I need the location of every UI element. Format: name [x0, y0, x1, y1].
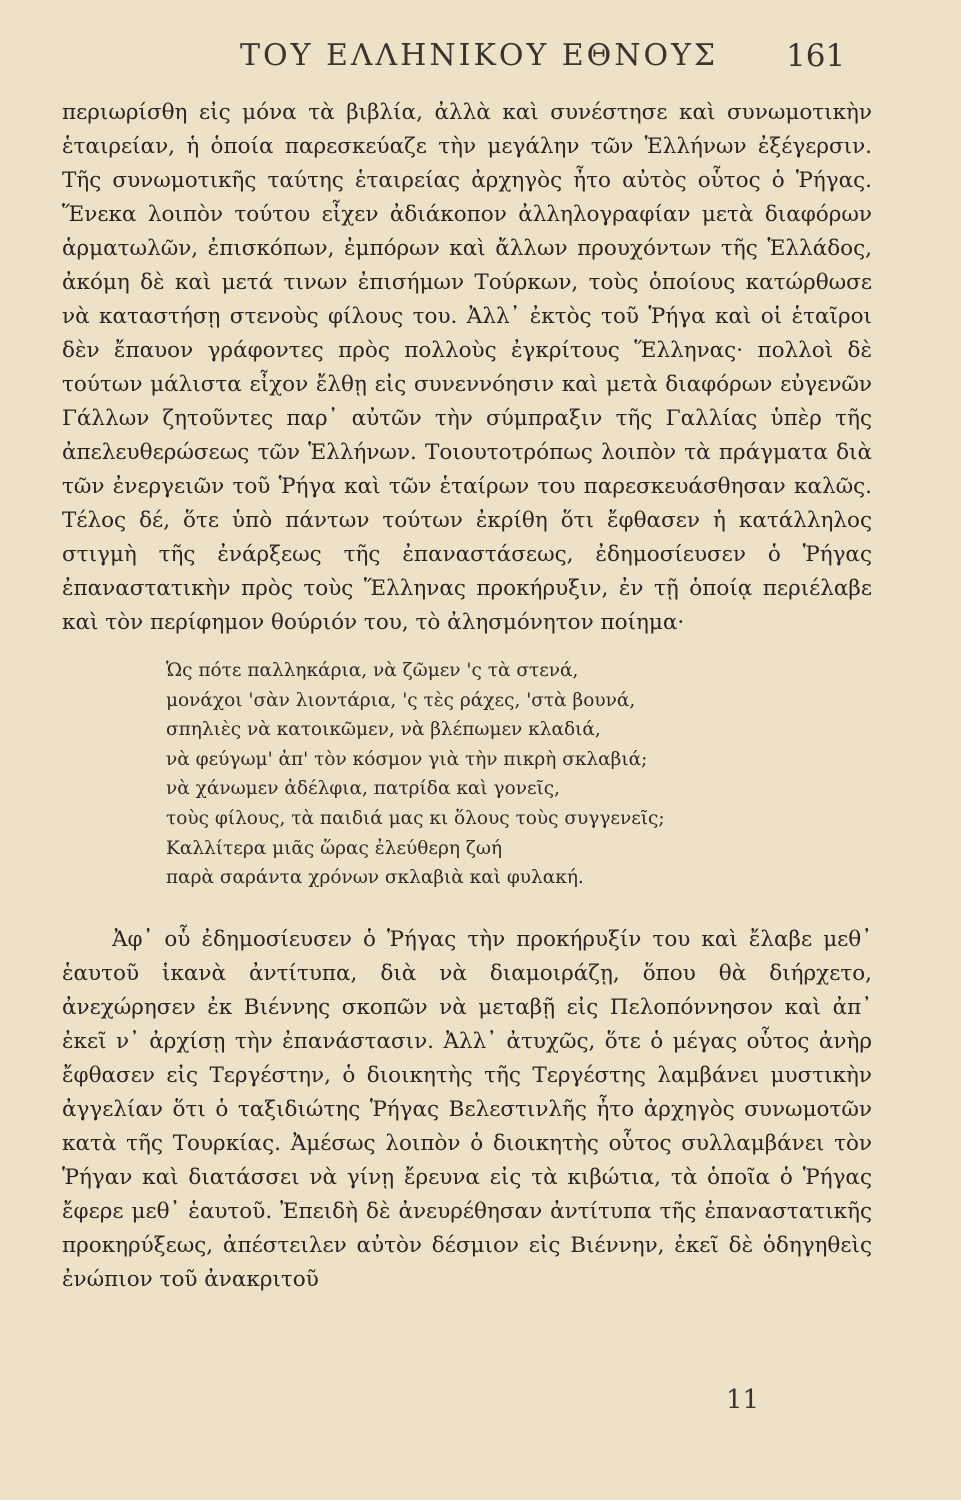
- poem-line: Ὡς πότε παλληκάρια, νὰ ζῶμεν 'ς τὰ στενά,: [166, 660, 579, 681]
- paragraph-1: περιωρίσθη εἰς μόνα τὰ βιβλία, ἀλλὰ καὶ συνέστησε καὶ συνωμοτικὴν ἑταιρείαν, ἡ ὁποία παρεσκεύαζε τὴν μεγάλην τῶν Ἑλλήνων ἐξέγερσιν. Τῆς συνωμοτικῆς ταύτης ἑταιρείας ἀρχηγὸς ἦτο αὐτὸς οὗτος ὁ Ῥήγας. Ἕνεκα λοιπὸν τούτου εἶχεν ἀδιάκοπον ἀλληλογραφίαν μετὰ διαφόρων ἁρματωλῶν, ἐπισκόπων, ἐμπόρων καὶ ἄλλων προυχόντων τῆς Ἑλλάδος, ἀκόμη δὲ καὶ μετά τινων ἐπισήμων Τούρκων, τοὺς ὁποίους κατώρθωσε νὰ καταστήσῃ στενοὺς φίλους του. Ἀλλ᾽ ἐκτὸς τοῦ Ῥήγα καὶ οἱ ἑταῖροι δὲν ἔπαυον γράφοντες πρὸς πολλοὺς ἐγκρίτους Ἕλληνας· πολλοὶ δὲ τούτων μάλιστα εἶχον ἔλθῃ εἰς συνεννόησιν καὶ μετὰ διαφόρων εὐγενῶν Γάλλων ζητοῦντες παρ᾽ αὐτῶν τὴν σύμπραξιν τῆς Γαλλίας ὑπὲρ τῆς ἀπελευθερώσεως τῶν Ἑλλήνων. Τοιουτοτρόπως λοιπὸν τὰ πράγματα διὰ τῶν ἐνεργειῶν τοῦ Ῥήγα καὶ τῶν ἑταίρων του παρεσκευάσθησαν καλῶς. Τέλος δέ, ὅτε ὑπὸ πάντων τούτων ἐκρίθη ὅτι ἔφθασεν ἡ κατάλληλος στιγμὴ τῆς ἐνάρξεως τῆς ἐπαναστάσεως, ἐδημοσίευσεν ὁ Ῥήγας ἐπαναστατικὴν πρὸς τοὺς Ἕλληνας προκήρυξιν, ἐν τῇ ὁποίᾳ περιέλαβε καὶ τὸν περίφημον θούριόν του, τὸ ἀλησμόνητον ποίημα·: [62, 100, 872, 635]
- poem-line: Καλλίτερα μιᾶς ὥρας ἐλεύθερη ζωή: [166, 837, 503, 859]
- paragraph-2: Ἀφ᾽ οὗ ἐδημοσίευσεν ὁ Ῥήγας τὴν προκήρυξίν του καὶ ἔλαβε μεθ᾽ ἑαυτοῦ ἱκανὰ ἀντίτυπα, διὰ νὰ διαμοιράζῃ, ὅπου θὰ διήρχετο, ἀνεχώρησεν ἐκ Βιέννης σκοπῶν νὰ μεταβῇ εἰς Πελοπόννησον καὶ ἀπ᾽ ἐκεῖ ν᾽ ἀρχίσῃ τὴν ἐπανάστασιν. Ἀλλ᾽ ἀτυχῶς, ὅτε ὁ μέγας οὗτος ἀνὴρ ἔφθασεν εἰς Τεργέστην, ὁ διοικητὴς τῆς Τεργέστης λαμβάνει μυστικὴν ἀγγελίαν ὅτι ὁ ταξιδιώτης Ῥήγας Βελεστινλῆς ἦτο ἀρχηγὸς συνωμοτῶν κατὰ τῆς Τουρκίας. Ἀμέσως λοιπὸν ὁ διοικητὴς οὗτος συλλαμβάνει τὸν Ῥήγαν καὶ διατάσσει νὰ γίνῃ ἔρευνα εἰς τὰ κιβώτια, τὰ ὁποῖα ὁ Ῥήγας ἔφερε μεθ᾽ ἑαυτοῦ. Ἐπειδὴ δὲ ἀνευρέθησαν ἀντίτυπα τῆς ἐπαναστατικῆς προκηρύξεως, ἀπέστειλεν αὐτὸν δέσμιον εἰς Βιέννην, ἐκεῖ δὲ ὁδηγηθεὶς ἐνώπιον τοῦ ἀνακριτοῦ: [62, 926, 872, 1292]
- poem-line: μονάχοι 'σὰν λιοντάρια, 'ς τὲς ράχες, 'στὰ βουνά,: [166, 689, 636, 711]
- page-header: [0, 38, 961, 88]
- poem-block: [166, 656, 872, 893]
- poem-line: νὰ χάνωμεν ἀδέλφια, πατρίδα καὶ γονεῖς,: [166, 778, 561, 800]
- poem-line: παρὰ σαράντα χρόνων σκλαβιὰ καὶ φυλακή.: [166, 867, 584, 889]
- running-title: ΤΟΥ ΕΛΛΗΝΙΚΟΥ ΕΘΝΟΥΣ: [240, 38, 719, 73]
- poem-line: σπηλιὲς νὰ κατοικῶμεν, νὰ βλέπωμεν κλαδιά,: [166, 719, 601, 741]
- page-number: 161: [786, 38, 846, 74]
- page-body: [62, 96, 872, 1297]
- printer-signature-mark: 11: [726, 1385, 760, 1415]
- poem-line: νὰ φεύγωμ' ἀπ' τὸν κόσμον γιὰ τὴν πικρὴ σκλαβιά;: [166, 748, 648, 770]
- poem-line: τοὺς φίλους, τὰ παιδιά μας κι ὅλους τοὺς συγγενεῖς;: [166, 807, 665, 829]
